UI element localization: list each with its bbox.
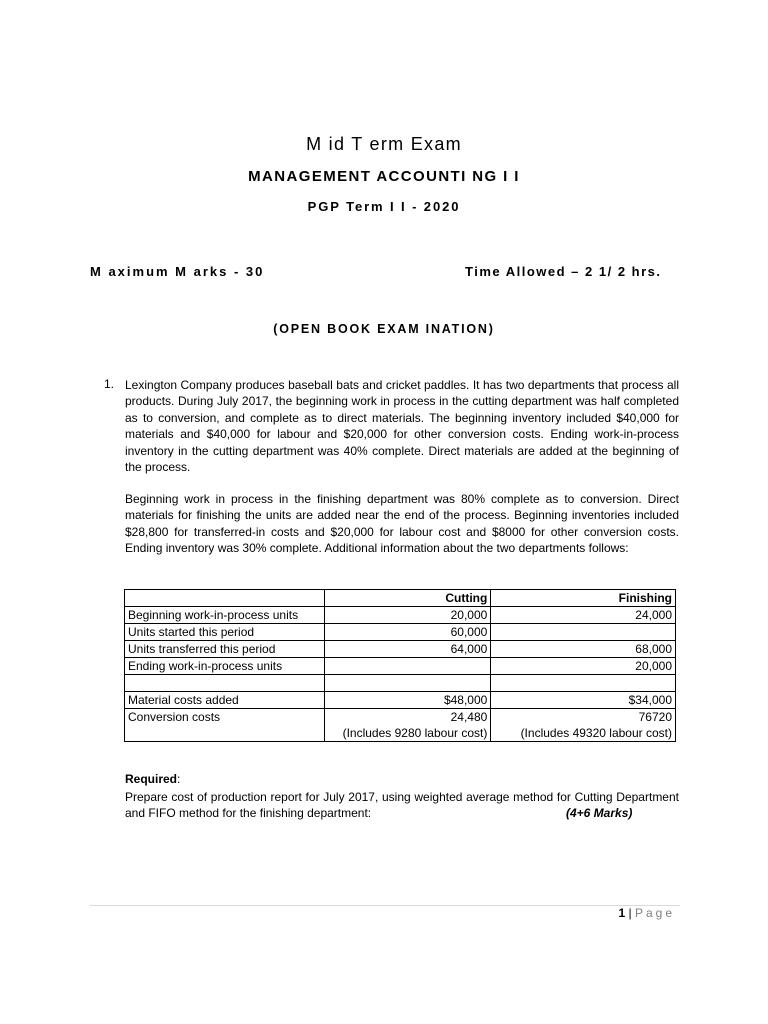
maximum-marks: M aximum M arks - 30: [90, 264, 265, 279]
required-text: Prepare cost of production report for July 2017, using weighted average method for Cutting Department and FIFO method for the finishing department:: [125, 790, 679, 821]
table-cell: Units transferred this period: [125, 641, 325, 658]
question-paragraph-2: Beginning work in process in the finishing department was 80% complete as to conversion. Direct materials for finishing the units are added near the end of the process. Beginning inventories included $28,800 for transferred-in costs and $20,000 for labour cost and $8000 for other conversion costs. Ending inventory was 30% complete. Additional information about the two departments follows:: [125, 492, 679, 556]
table-row: [125, 658, 676, 675]
footer-divider: [90, 905, 680, 906]
time-allowed: Time Allowed – 2 1/ 2 hrs.: [465, 264, 662, 279]
table-cell: $34,000: [491, 692, 676, 709]
table-cell: 24,000: [491, 607, 676, 624]
table-cell: [125, 675, 325, 692]
exam-type: (OPEN BOOK EXAM INATION): [273, 322, 495, 336]
table-cell: 60,000: [324, 624, 491, 641]
table-cell: $48,000: [324, 692, 491, 709]
table-cell: [324, 675, 491, 692]
table-row: [125, 624, 676, 641]
table-cell: Ending work-in-process units: [125, 658, 325, 675]
required-marks: (4+6 Marks): [566, 806, 633, 820]
table-cell: [491, 675, 676, 692]
table-cell-note: (Includes 49320 labour cost): [491, 725, 676, 742]
table-cell: 20,000: [491, 658, 676, 675]
table-cell: 68,000: [491, 641, 676, 658]
table-cell: [324, 658, 491, 675]
required-heading: [125, 772, 180, 786]
table-cell: 64,000: [324, 641, 491, 658]
table-cell: 24,480: [324, 709, 491, 726]
required-label: Required: [125, 772, 178, 786]
table-cell: Beginning work-in-process units: [125, 607, 325, 624]
page-footer: [618, 906, 675, 920]
table-row: [125, 607, 676, 624]
footer-separator: |: [625, 906, 635, 920]
table-cell: 76720: [491, 709, 676, 726]
table-cell-note: (Includes 9280 labour cost): [324, 725, 491, 742]
table-cell: Units started this period: [125, 624, 325, 641]
table-row: [125, 709, 676, 726]
required-colon: :: [177, 772, 181, 786]
table-row: [125, 641, 676, 658]
table-cell: Conversion costs: [125, 709, 325, 742]
course-title: MANAGEMENT ACCOUNTI NG I I: [248, 168, 520, 185]
table-row-blank: [125, 675, 676, 692]
table-cell: [491, 624, 676, 641]
page-word: Page: [634, 906, 675, 920]
table-cell: 20,000: [324, 607, 491, 624]
page-number: 1: [618, 906, 626, 920]
table-header-row: [125, 590, 676, 607]
table-row: [125, 692, 676, 709]
term-label: PGP Term I I - 2020: [307, 199, 461, 214]
table-header-cell: Finishing: [491, 590, 676, 607]
table-cell: Material costs added: [125, 692, 325, 709]
table-header-cell: [125, 590, 325, 607]
question-paragraph-1: Lexington Company produces baseball bats and cricket paddles. It has two departments that process all products. During July 2017, the beginning work in process in the cutting department was half completed as to conversion, and complete as to direct materials. The beginning inventory included $40,000 for materials and $40,000 for labour and $20,000 for other conversion costs. Ending work-in-process inventory in the cutting department was 40% complete. Direct materials are added at the beginning of the process.: [125, 378, 679, 475]
exam-title: M id T erm Exam: [306, 134, 462, 154]
department-data-table: [124, 589, 676, 742]
question-number: 1.: [104, 377, 115, 391]
table-header-cell: Cutting: [324, 590, 491, 607]
